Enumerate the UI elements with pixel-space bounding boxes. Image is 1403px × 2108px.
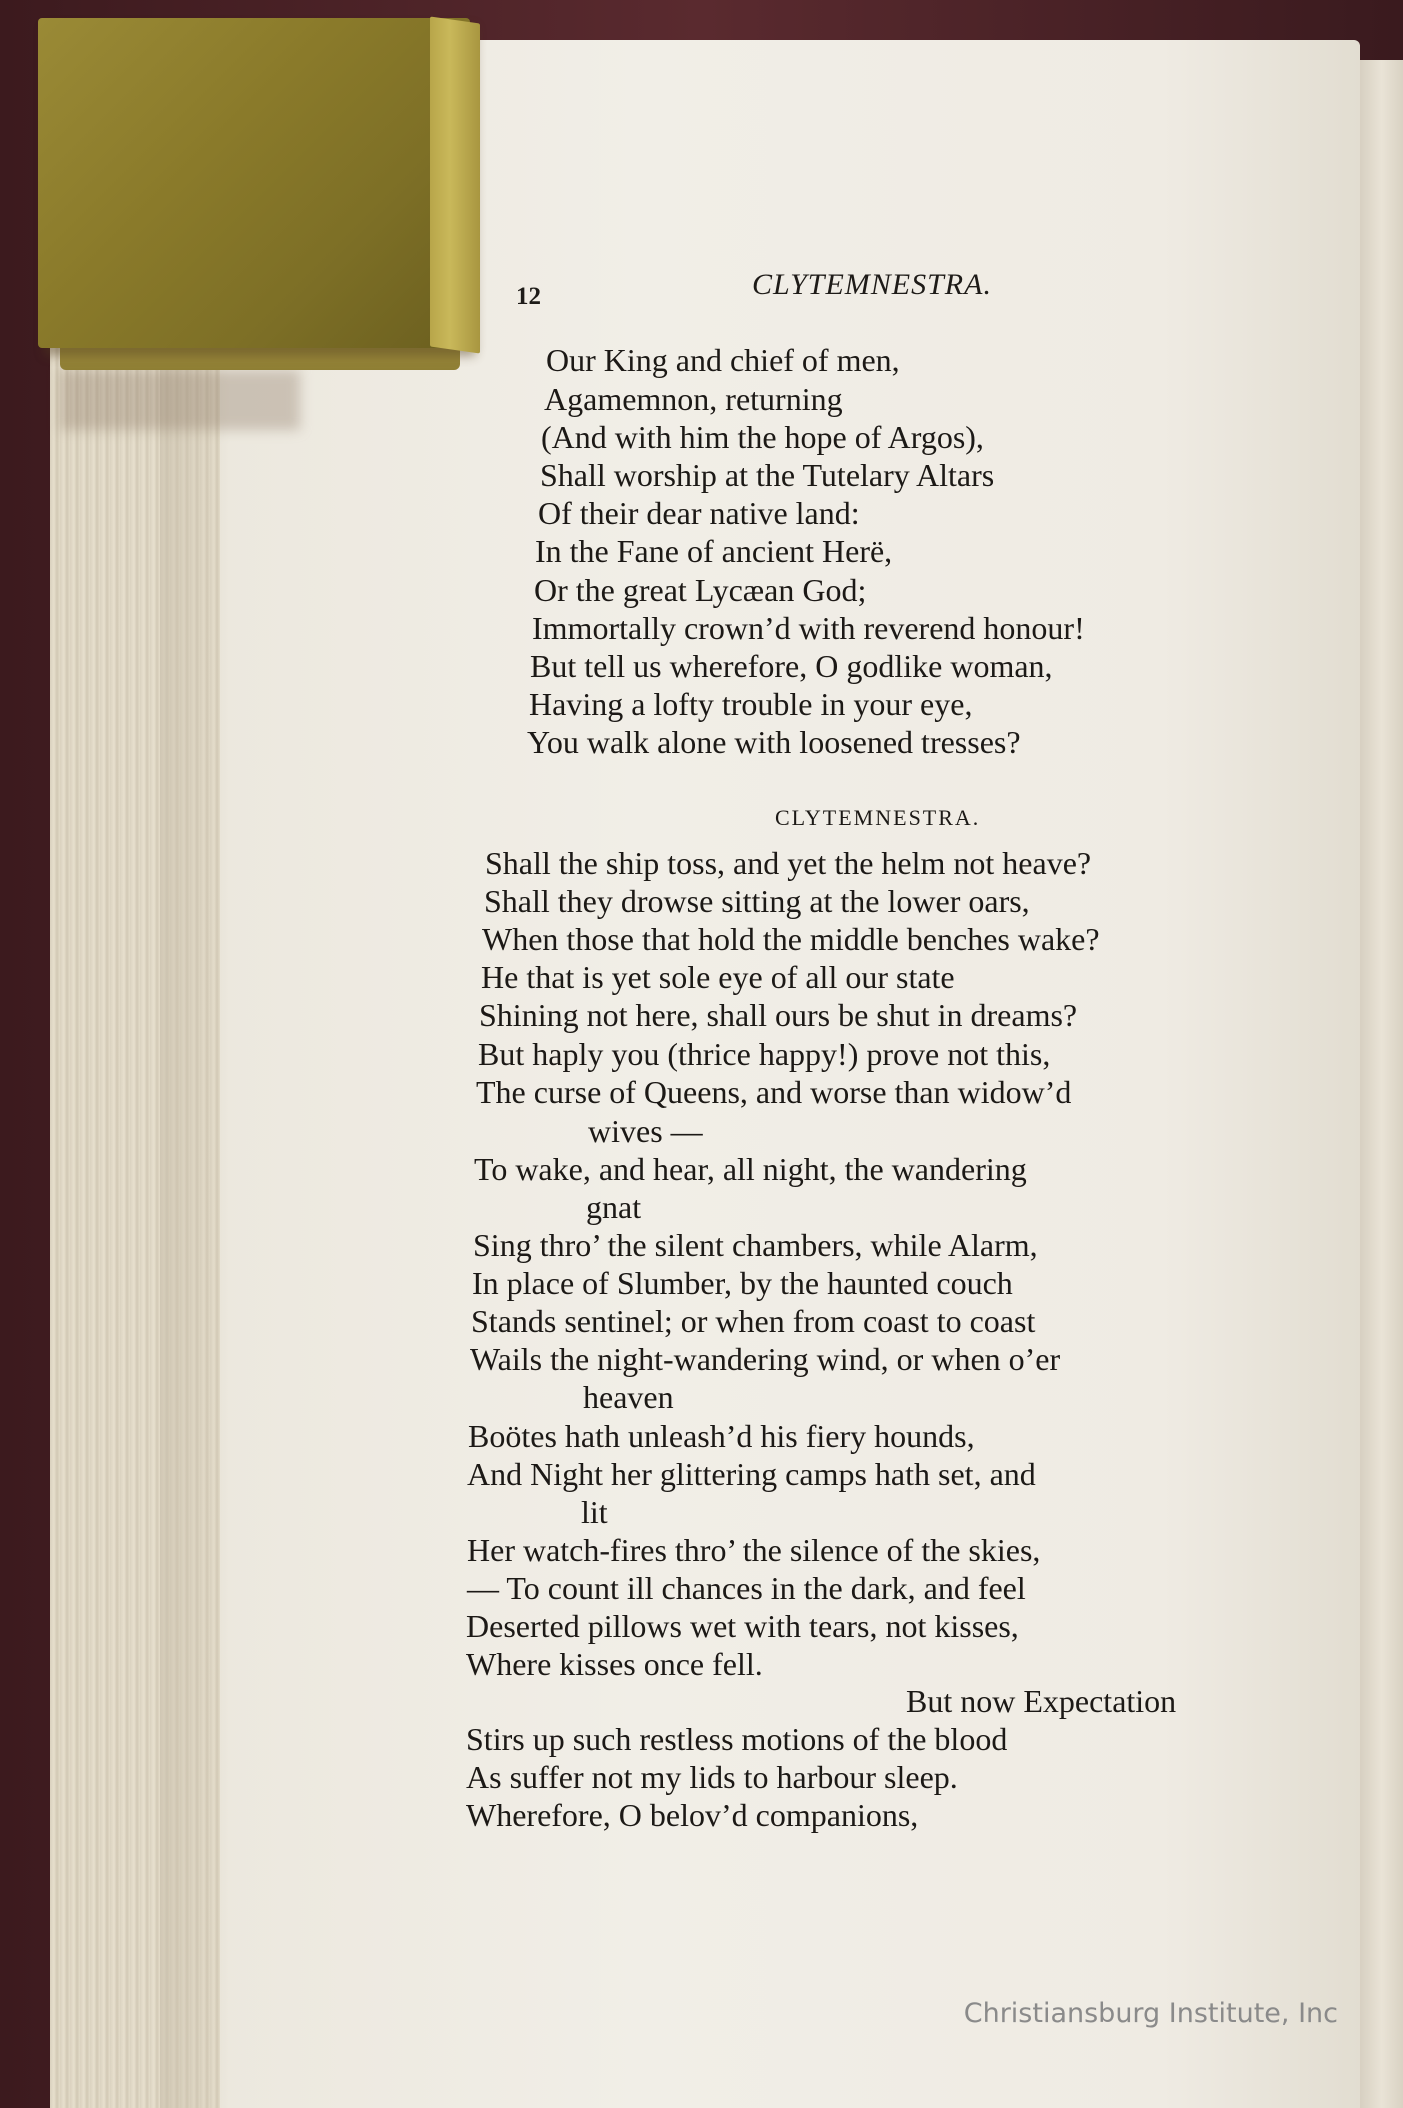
verse-line: — To count ill chances in the dark, and feel — [467, 1570, 1026, 1606]
speaker-heading: CLYTEMNESTRA. — [775, 805, 981, 830]
verse-line: Wails the night-wandering wind, or when o’er — [470, 1341, 1061, 1377]
page-number: 12 — [516, 283, 541, 310]
watermark-text: Christiansburg Institute, Inc — [963, 1998, 1338, 2029]
verse-line: lit — [581, 1494, 608, 1530]
verse-line: gnat — [586, 1189, 642, 1225]
verse-line: Stands sentinel; or when from coast to coast — [471, 1303, 1036, 1339]
verse-line: Boötes hath unleash’d his fiery hounds, — [468, 1418, 975, 1454]
verse-line: Shall worship at the Tutelary Altars — [540, 457, 995, 493]
verse-line: Or the great Lycæan God; — [534, 572, 867, 608]
verse-line: But now Expectation — [906, 1683, 1177, 1719]
fore-edge-shadow — [160, 330, 230, 2108]
verse-line: In place of Slumber, by the haunted couch — [472, 1265, 1013, 1301]
verse-line: But haply you (thrice happy!) prove not this, — [478, 1036, 1051, 1072]
verse-line: Agamemnon, returning — [544, 381, 843, 417]
verse-line: Her watch-fires thro’ the silence of the skies, — [467, 1532, 1041, 1568]
verse-line: Sing thro’ the silent chambers, while Alarm, — [473, 1227, 1038, 1263]
verse-line: heaven — [583, 1379, 674, 1415]
verse-line: But tell us wherefore, O godlike woman, — [530, 648, 1053, 684]
verse-line: (And with him the hope of Argos), — [541, 419, 984, 455]
verse-line: Having a lofty trouble in your eye, — [529, 686, 973, 722]
verse-line: Shall the ship toss, and yet the helm not heave? — [485, 845, 1092, 881]
verse-line: You walk alone with loosened tresses? — [527, 724, 1021, 760]
gold-clamp-block — [38, 18, 470, 348]
verse-line: When those that hold the middle benches wake? — [482, 921, 1100, 957]
verse-line: Shining not here, shall ours be shut in dreams? — [479, 997, 1078, 1033]
verse-line: Shall they drowse sitting at the lower oars, — [484, 883, 1030, 919]
verse-line: And Night her glittering camps hath set, and — [467, 1456, 1036, 1492]
verse-line: Stirs up such restless motions of the blood — [466, 1721, 1008, 1757]
clamp-shadow — [60, 370, 300, 430]
verse-line: Our King and chief of men, — [546, 342, 900, 378]
verse-line: wives — — [588, 1113, 703, 1149]
gold-clamp-side-face — [430, 16, 480, 353]
verse-line: In the Fane of ancient Herë, — [535, 533, 893, 569]
running-head: CLYTEMNESTRA. — [752, 268, 992, 301]
verse-line: The curse of Queens, and worse than widow’d — [476, 1074, 1072, 1110]
verse-line: Deserted pillows wet with tears, not kisses, — [466, 1608, 1019, 1644]
verse-line: Immortally crown’d with reverend honour! — [532, 610, 1085, 646]
verse-line: He that is yet sole eye of all our state — [481, 959, 955, 995]
verse-line: Of their dear native land: — [538, 495, 860, 531]
verse-line: Where kisses once fell. — [466, 1646, 763, 1682]
verse-line: To wake, and hear, all night, the wandering — [474, 1151, 1027, 1187]
verse-line: Wherefore, O belov’d companions, — [466, 1797, 919, 1833]
verse-line: As suffer not my lids to harbour sleep. — [466, 1759, 958, 1795]
